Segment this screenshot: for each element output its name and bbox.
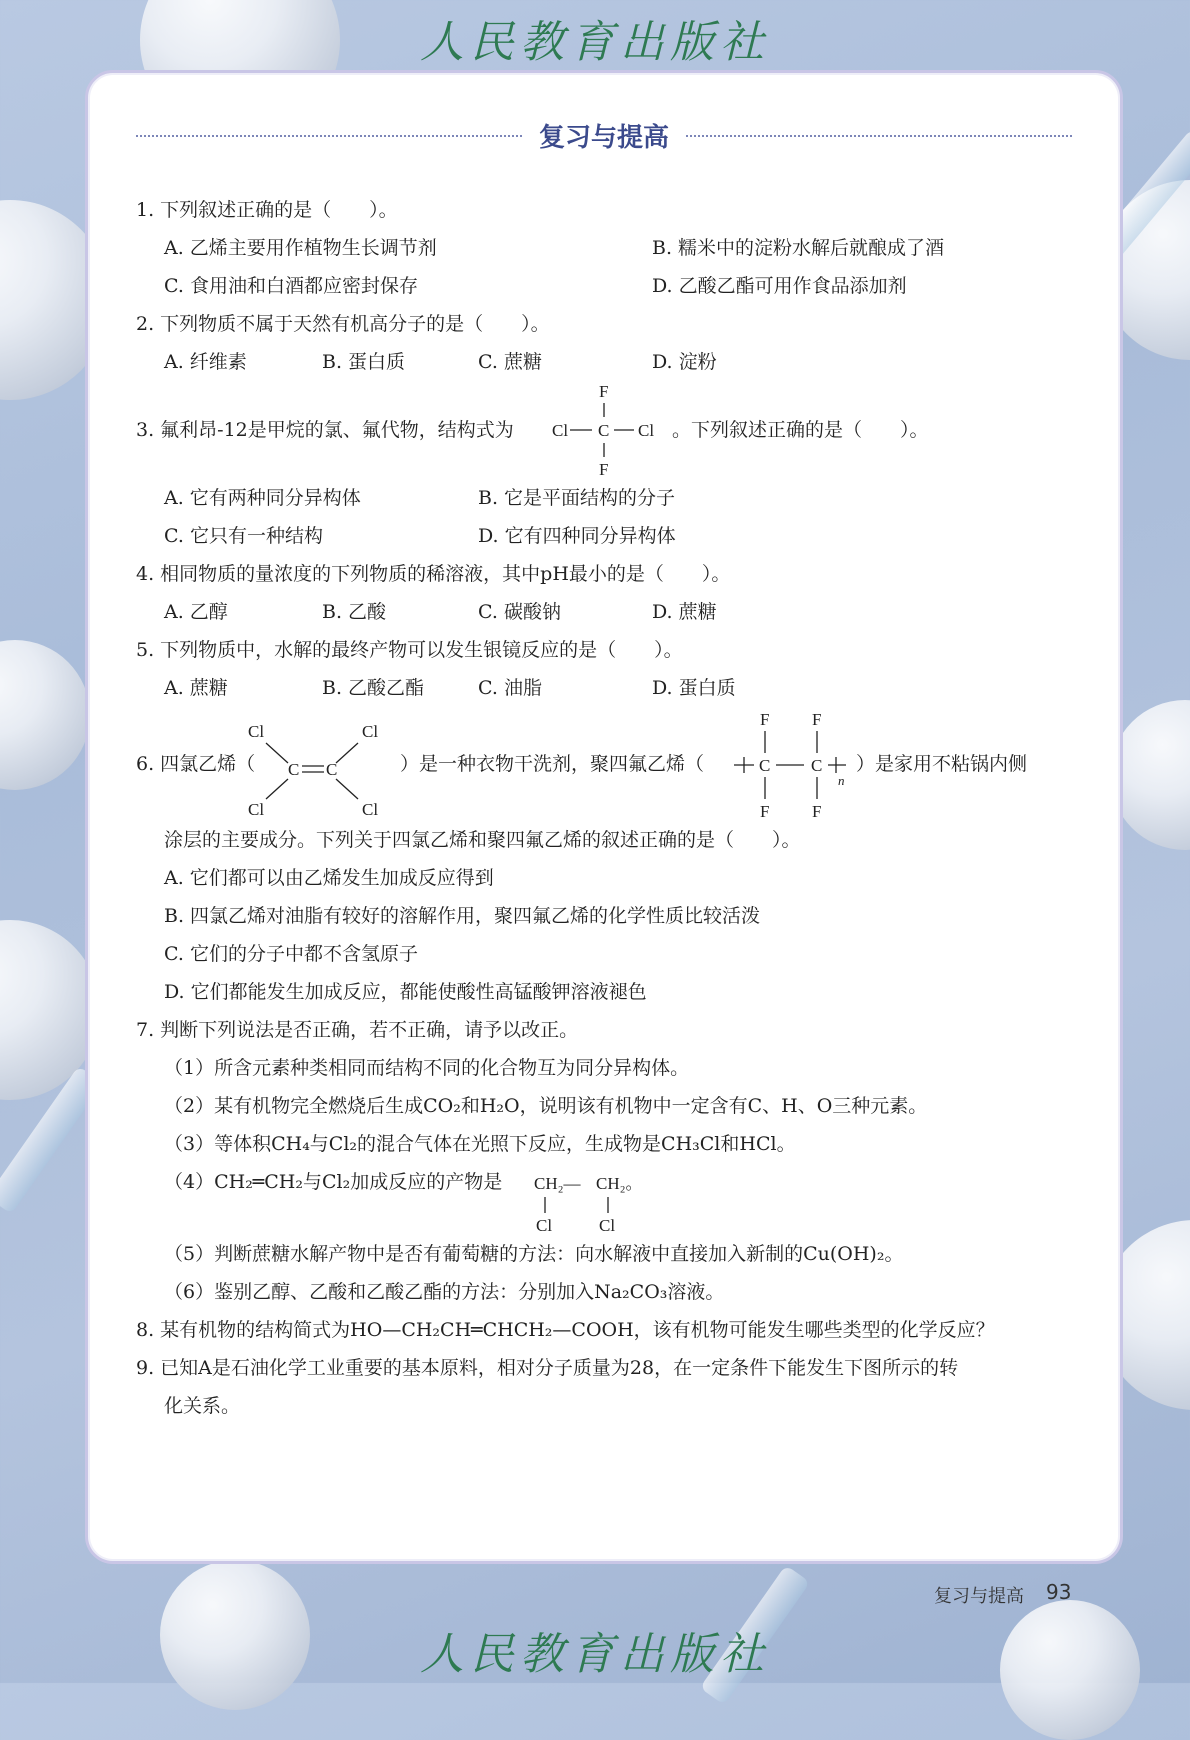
question-stem-end: ）是家用不粘锅内侧	[856, 753, 1028, 775]
question-9: 9. 已知A是石油化学工业重要的基本原料，相对分子质量为28，在一定条件下能发生下图所示的转	[136, 1357, 959, 1379]
question-stem: 1. 下列叙述正确的是（ ）。	[136, 199, 398, 221]
q3-option-c: C. 它只有一种结构	[164, 525, 323, 547]
exercise-card	[85, 70, 1123, 1564]
atom-cl: Cl	[248, 722, 265, 741]
q2-option-d: D. 淀粉	[652, 351, 717, 373]
q5-option-b: B. 乙酸乙酯	[322, 677, 425, 699]
q5-option-a: A. 蔗糖	[164, 677, 228, 699]
q2-option-b: B. 蛋白质	[322, 351, 406, 373]
question-stem: 4. 相同物质的量浓度的下列物质的稀溶液，其中pH最小的是（ ）。	[136, 563, 731, 585]
question-6-continued: 涂层的主要成分。下列关于四氯乙烯和聚四氟乙烯的叙述正确的是（ ）。	[164, 829, 801, 851]
question-5	[136, 631, 1086, 669]
questions	[136, 191, 1086, 1425]
atom-cl: Cl	[248, 800, 265, 819]
q6-option-b: B. 四氯乙烯对油脂有较好的溶解作用，聚四氟乙烯的化学性质比较活泼	[164, 905, 761, 927]
atom-cl: Cl	[536, 1216, 553, 1235]
question-7: 7. 判断下列说法是否正确，若不正确，请予以改正。	[136, 1019, 579, 1041]
atom-cl: Cl	[362, 800, 379, 819]
page-number: 93	[1046, 1580, 1072, 1604]
freon-structure	[552, 381, 670, 479]
q7-statement-2: （2）某有机物完全燃烧后生成CO₂和H₂O，说明该有机物中一定含有C、H、O三种元素。	[164, 1095, 928, 1117]
q7-statement-4	[136, 1163, 1086, 1235]
q3-option-d: D. 它有四种同分异构体	[478, 525, 676, 547]
section-title: 复习与提高	[538, 123, 669, 153]
question-8: 8. 某有机物的结构简式为HO—CH₂CH═CHCH₂—COOH，该有机物可能发生哪些类型的化学反应？	[136, 1319, 995, 1341]
atom-cl-left: Cl	[552, 421, 569, 440]
q4-option-a: A. 乙醇	[164, 601, 228, 623]
dichloroethane-structure	[534, 1167, 664, 1235]
atom-f: F	[812, 710, 822, 729]
question-stem-mid: ）是一种衣物干洗剂，聚四氟乙烯（	[400, 753, 705, 775]
question-stem: 2. 下列物质不属于天然有机高分子的是（ ）。	[136, 313, 550, 335]
ptfe-structure	[734, 707, 854, 821]
atom-f: F	[760, 710, 770, 729]
q7-statement-1: （1）所含元素种类相同而结构不同的化合物互为同分异构体。	[164, 1057, 690, 1079]
q2-option-c: C. 蔗糖	[478, 351, 542, 373]
question-stem-end: 。下列叙述正确的是（ ）。	[672, 419, 929, 441]
atom-f-bottom: F	[599, 460, 609, 479]
footer-section-label: 复习与提高	[934, 1586, 1024, 1607]
repeat-index: n	[838, 773, 845, 788]
q4-option-b: B. 乙酸	[322, 601, 387, 623]
question-4	[136, 555, 1086, 593]
q1-option-c: C. 食用油和白酒都应密封保存	[164, 275, 418, 297]
question-1	[136, 191, 1086, 229]
q3-option-b: B. 它是平面结构的分子	[478, 487, 676, 509]
group-ch2: CH₂—	[534, 1174, 581, 1193]
q1-option-b: B. 糯米中的淀粉水解后就酿成了酒	[652, 237, 945, 259]
q7-statement-3: （3）等体积CH₄与Cl₂的混合气体在光照下反应，生成物是CH₃Cl和HCl。	[164, 1133, 796, 1155]
atom-c: C	[759, 756, 771, 775]
q6-option-a: A. 它们都可以由乙烯发生加成反应得到	[164, 867, 494, 889]
atom-c: C	[326, 760, 338, 779]
heading-divider-right	[686, 135, 1072, 137]
publisher-logo-bottom: 人民教育出版社	[420, 1629, 770, 1680]
q7-statement-6: （6）鉴别乙醇、乙酸和乙酸乙酯的方法：分别加入Na₂CO₃溶液。	[164, 1281, 725, 1303]
q6-option-d: D. 它们都能发生加成反应，都能使酸性高锰酸钾溶液褪色	[164, 981, 647, 1003]
tetrachloroethylene-structure	[248, 707, 398, 821]
question-2	[136, 305, 1086, 343]
question-stem: 3. 氟利昂-12是甲烷的氯、氟代物，结构式为	[136, 419, 514, 441]
atom-cl: Cl	[362, 722, 379, 741]
q5-option-c: C. 油脂	[478, 677, 542, 699]
q5-option-d: D. 蛋白质	[652, 677, 736, 699]
q4-option-c: C. 碳酸钠	[478, 601, 561, 623]
question-3	[136, 381, 1086, 479]
q1-option-a: A. 乙烯主要用作植物生长调节剂	[164, 237, 437, 259]
atom-c: C	[811, 756, 823, 775]
question-9-continued: 化关系。	[164, 1395, 241, 1417]
section-heading	[136, 115, 1072, 155]
atom-c-center: C	[598, 421, 610, 440]
background-sphere	[0, 640, 90, 790]
question-6	[136, 707, 1086, 821]
q3-option-a: A. 它有两种同分异构体	[164, 487, 361, 509]
question-stem: 6. 四氯乙烯（	[136, 753, 256, 775]
atom-f: F	[812, 802, 822, 821]
publisher-logo-top: 人民教育出版社	[420, 17, 770, 68]
atom-f: F	[760, 802, 770, 821]
q6-option-c: C. 它们的分子中都不含氢原子	[164, 943, 418, 965]
group-ch2: CH₂。	[596, 1174, 643, 1193]
atom-cl-right: Cl	[638, 421, 655, 440]
question-stem: 5. 下列物质中，水解的最终产物可以发生银镜反应的是（ ）。	[136, 639, 683, 661]
q2-option-a: A. 纤维素	[164, 351, 247, 373]
heading-divider-left	[136, 135, 522, 137]
q7-statement-5: （5）判断蔗糖水解产物中是否有葡萄糖的方法：向水解液中直接加入新制的Cu(OH)₂。	[164, 1243, 904, 1265]
statement-text: （4）CH₂═CH₂与Cl₂加成反应的产物是	[164, 1171, 503, 1193]
q4-option-d: D. 蔗糖	[652, 601, 717, 623]
atom-f-top: F	[599, 382, 609, 401]
atom-c: C	[288, 760, 300, 779]
atom-cl: Cl	[599, 1216, 616, 1235]
q1-option-d: D. 乙酸乙酯可用作食品添加剂	[652, 275, 907, 297]
